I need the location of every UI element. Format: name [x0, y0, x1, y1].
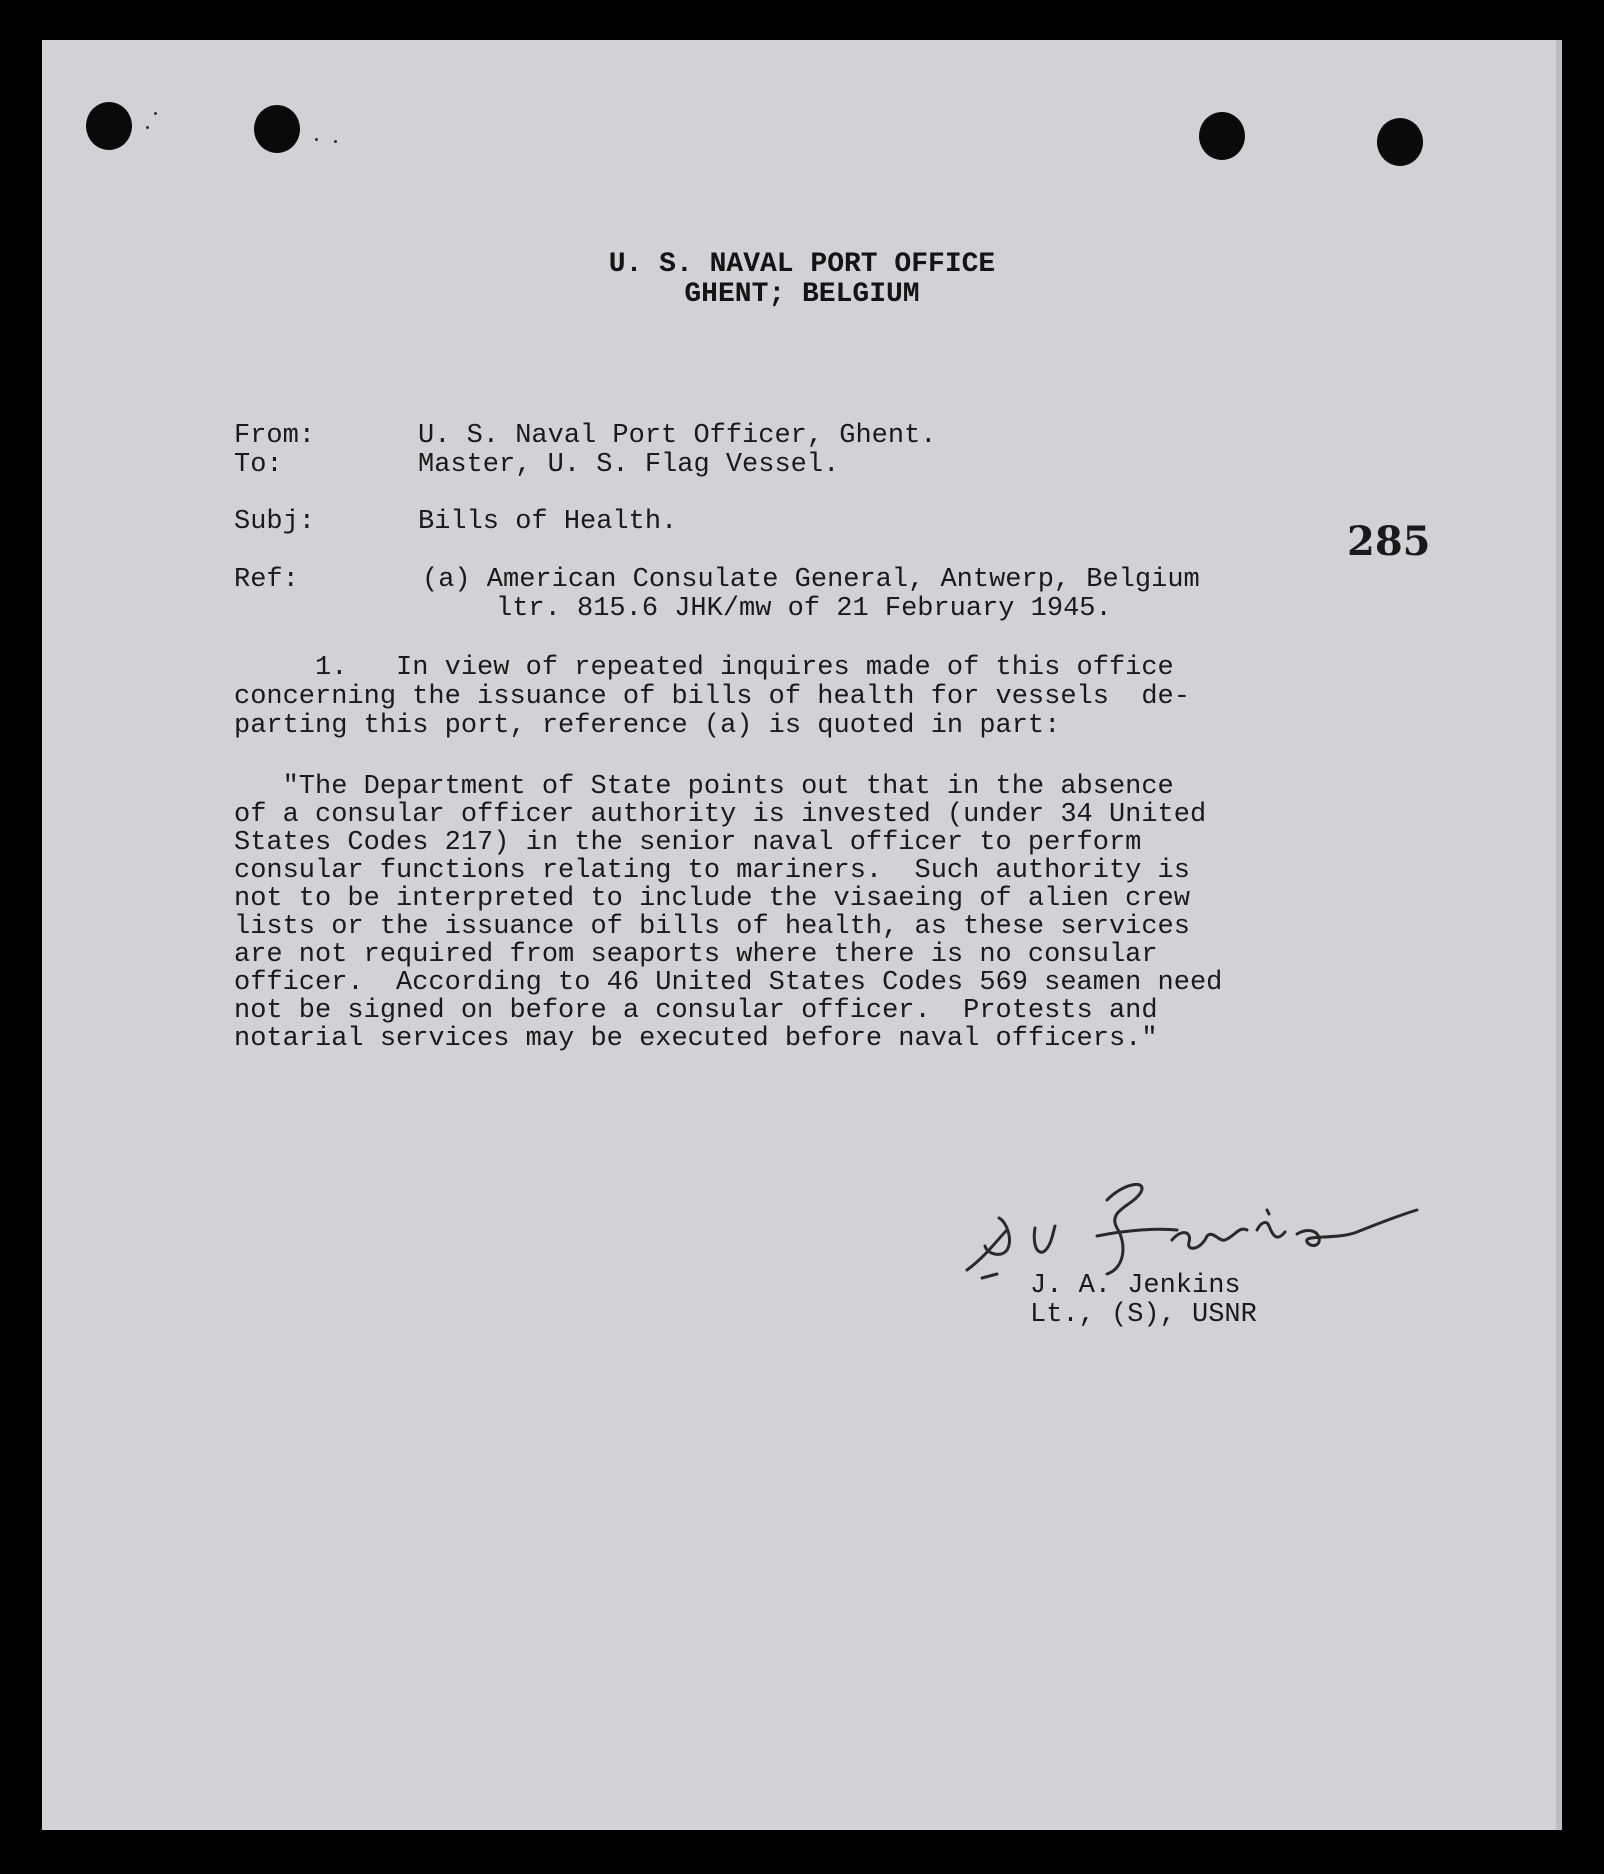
paragraph-1-line: concerning the issuance of bills of health for vessels de- — [234, 682, 1190, 712]
quote-line: "The Department of State points out that in the absence — [234, 772, 1174, 802]
quote-line: are not required from seaports where there is no consular — [234, 940, 1158, 970]
quote-line: not be signed on before a consular officer. Protests and — [234, 996, 1158, 1026]
reference-line-2: ltr. 815.6 JHK/mw of 21 February 1945. — [496, 594, 1112, 624]
to-value: Master, U. S. Flag Vessel. — [418, 450, 840, 480]
letterhead-location: GHENT; BELGIUM — [684, 279, 920, 310]
quote-line: States Codes 217) in the senior naval officer to perform — [234, 828, 1142, 858]
reference-label: Ref: — [234, 565, 299, 595]
subject-label: Subj: — [234, 507, 316, 537]
punch-hole-left-2 — [254, 105, 300, 153]
from-label: From: — [234, 421, 316, 451]
to-label: To: — [234, 450, 283, 480]
signatory-name: J. A. Jenkins — [1030, 1271, 1241, 1301]
punch-hole-left-1 — [86, 102, 132, 150]
document-number: 285 — [1347, 518, 1431, 565]
from-value: U. S. Naval Port Officer, Ghent. — [418, 421, 937, 451]
punch-hole-right-1 — [1199, 112, 1245, 160]
quote-line: officer. According to 46 United States Codes 569 seamen need — [234, 968, 1223, 998]
dust-speck — [315, 138, 318, 141]
quote-line: lists or the issuance of bills of health, as these services — [234, 912, 1190, 942]
document-page — [42, 40, 1562, 1830]
quote-line: not to be interpreted to include the visaeing of alien crew — [234, 884, 1190, 914]
punch-hole-right-2 — [1377, 118, 1423, 166]
paragraph-1-line: parting this port, reference (a) is quoted in part: — [234, 711, 1061, 741]
quote-line: consular functions relating to mariners. Such authority is — [234, 856, 1190, 886]
reference-line-1: (a) American Consulate General, Antwerp, Belgium — [422, 565, 1200, 595]
dust-speck — [154, 112, 157, 115]
dust-speck — [146, 126, 149, 129]
subject-value: Bills of Health. — [418, 507, 678, 537]
letterhead-office: U. S. NAVAL PORT OFFICE — [608, 249, 996, 280]
handwritten-signature — [957, 1170, 1477, 1280]
quote-line: notarial services may be executed before naval officers." — [234, 1024, 1158, 1054]
quote-line: of a consular officer authority is invested (under 34 United — [234, 800, 1207, 830]
dust-speck — [334, 140, 337, 143]
paragraph-1-line: 1. In view of repeated inquires made of this office — [234, 653, 1174, 683]
signatory-rank: Lt., (S), USNR — [1030, 1300, 1257, 1330]
letterhead — [42, 250, 1562, 310]
